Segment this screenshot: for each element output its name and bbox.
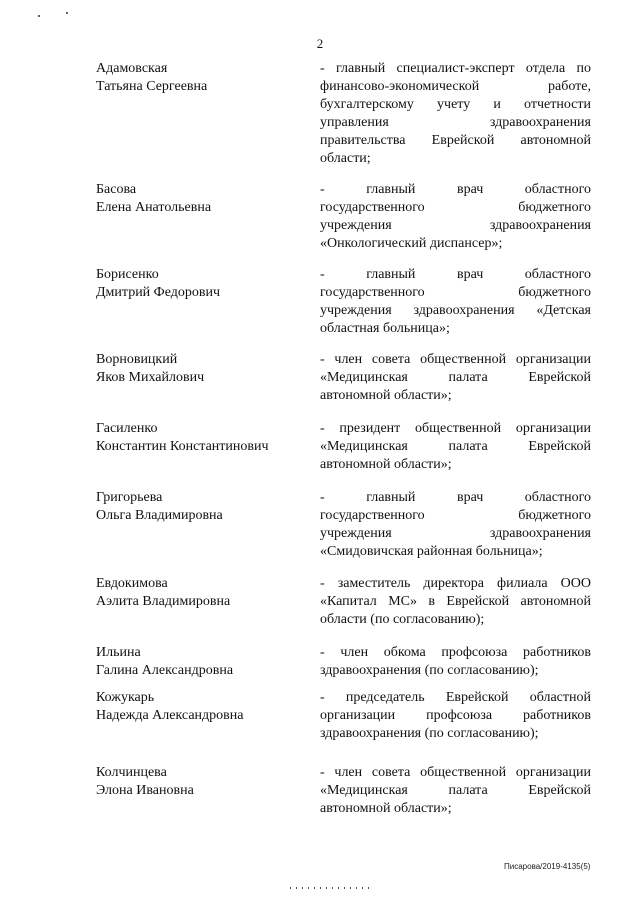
- member-given-names: Надежда Александровна: [96, 708, 244, 723]
- member-given-names: Элона Ивановна: [96, 783, 194, 798]
- member-role-line: «Онкологический диспансер»;: [320, 236, 503, 251]
- member-role-line: - главный специалист-эксперт отдела по: [320, 61, 591, 76]
- member-name: [96, 60, 296, 96]
- member-name: [96, 351, 296, 387]
- member-role-line: автономной области»;: [320, 388, 452, 403]
- member-role-line: государственного бюджетного: [320, 200, 591, 215]
- member-role: [320, 644, 591, 680]
- member-role-line: автономной области»;: [320, 801, 452, 816]
- member-given-names: Ольга Владимировна: [96, 508, 223, 523]
- member-role-line: учреждения здравоохранения: [320, 526, 591, 541]
- member-role-line: - главный врач областного: [320, 267, 591, 282]
- member-surname: Григорьева: [96, 490, 163, 505]
- member-role-line: «Смидовичская районная больница»;: [320, 544, 543, 559]
- member-surname: Ворновицкий: [96, 352, 178, 367]
- page-number: 2: [316, 36, 324, 51]
- member-role: [320, 764, 591, 818]
- member-surname: Ильина: [96, 645, 141, 660]
- member-given-names: Галина Александровна: [96, 663, 234, 678]
- member-role: [320, 689, 591, 743]
- member-role-line: здравоохранения (по согласованию);: [320, 726, 539, 741]
- bottom-scan-marks: [290, 887, 370, 890]
- member-role-line: бухгалтерскому учету и отчетности: [320, 97, 591, 112]
- member-role-line: «Капитал МС» в Еврейской автономной: [320, 594, 591, 609]
- member-given-names: Дмитрий Федорович: [96, 285, 221, 300]
- member-role: [320, 266, 591, 338]
- member-role-line: «Медицинская палата Еврейской: [320, 783, 591, 798]
- member-surname: Гасиленко: [96, 421, 158, 436]
- scan-dot: [38, 15, 40, 17]
- member-role-line: областная больница»;: [320, 321, 450, 336]
- member-role-line: финансово-экономической работе,: [320, 79, 591, 94]
- member-name: [96, 575, 296, 611]
- member-given-names: Аэлита Владимировна: [96, 594, 231, 609]
- member-surname: Борисенко: [96, 267, 159, 282]
- member-role: [320, 60, 591, 168]
- member-surname: Басова: [96, 182, 137, 197]
- member-role: [320, 351, 591, 405]
- member-role-line: государственного бюджетного: [320, 285, 591, 300]
- member-surname: Евдокимова: [96, 576, 168, 591]
- member-role-line: «Медицинская палата Еврейской: [320, 370, 591, 385]
- member-role-line: учреждения здравоохранения: [320, 218, 591, 233]
- member-role-line: организации профсоюза работников: [320, 708, 591, 723]
- member-role-line: - председатель Еврейской областной: [320, 690, 591, 705]
- member-role-line: - заместитель директора филиала ООО: [320, 576, 591, 591]
- scan-dot: [66, 12, 68, 14]
- member-given-names: Константин Константинович: [96, 439, 269, 454]
- member-role-line: здравоохранения (по согласованию);: [320, 663, 539, 678]
- member-role: [320, 575, 591, 629]
- member-name: [96, 764, 296, 800]
- member-role-line: - член совета общественной организации: [320, 765, 591, 780]
- member-role-line: «Медицинская палата Еврейской: [320, 439, 591, 454]
- member-given-names: Татьяна Сергеевна: [96, 79, 208, 94]
- member-surname: Адамовская: [96, 61, 168, 76]
- member-given-names: Яков Михайлович: [96, 370, 205, 385]
- member-role: [320, 489, 591, 561]
- member-given-names: Елена Анатольевна: [96, 200, 212, 215]
- member-surname: Колчинцева: [96, 765, 167, 780]
- member-name: [96, 266, 296, 302]
- member-name: [96, 181, 296, 217]
- member-role-line: автономной области»;: [320, 457, 452, 472]
- member-role-line: учреждения здравоохранения «Детская: [320, 303, 591, 318]
- member-role-line: - член совета общественной организации: [320, 352, 591, 367]
- member-name: [96, 489, 296, 525]
- member-role: [320, 420, 591, 474]
- member-role-line: - главный врач областного: [320, 490, 591, 505]
- member-role-line: области;: [320, 151, 371, 166]
- member-role: [320, 181, 591, 253]
- member-role-line: государственного бюджетного: [320, 508, 591, 523]
- member-surname: Кожукарь: [96, 690, 155, 705]
- member-name: [96, 689, 296, 725]
- member-role-line: управления здравоохранения: [320, 115, 591, 130]
- member-name: [96, 420, 296, 456]
- document-code: Писарова/2019-4135(5): [504, 862, 591, 871]
- member-role-line: области (по согласованию);: [320, 612, 485, 627]
- member-role-line: - президент общественной организации: [320, 421, 591, 436]
- member-role-line: - член обкома профсоюза работников: [320, 645, 591, 660]
- member-role-line: - главный врач областного: [320, 182, 591, 197]
- member-role-line: правительства Еврейской автономной: [320, 133, 591, 148]
- member-name: [96, 644, 296, 680]
